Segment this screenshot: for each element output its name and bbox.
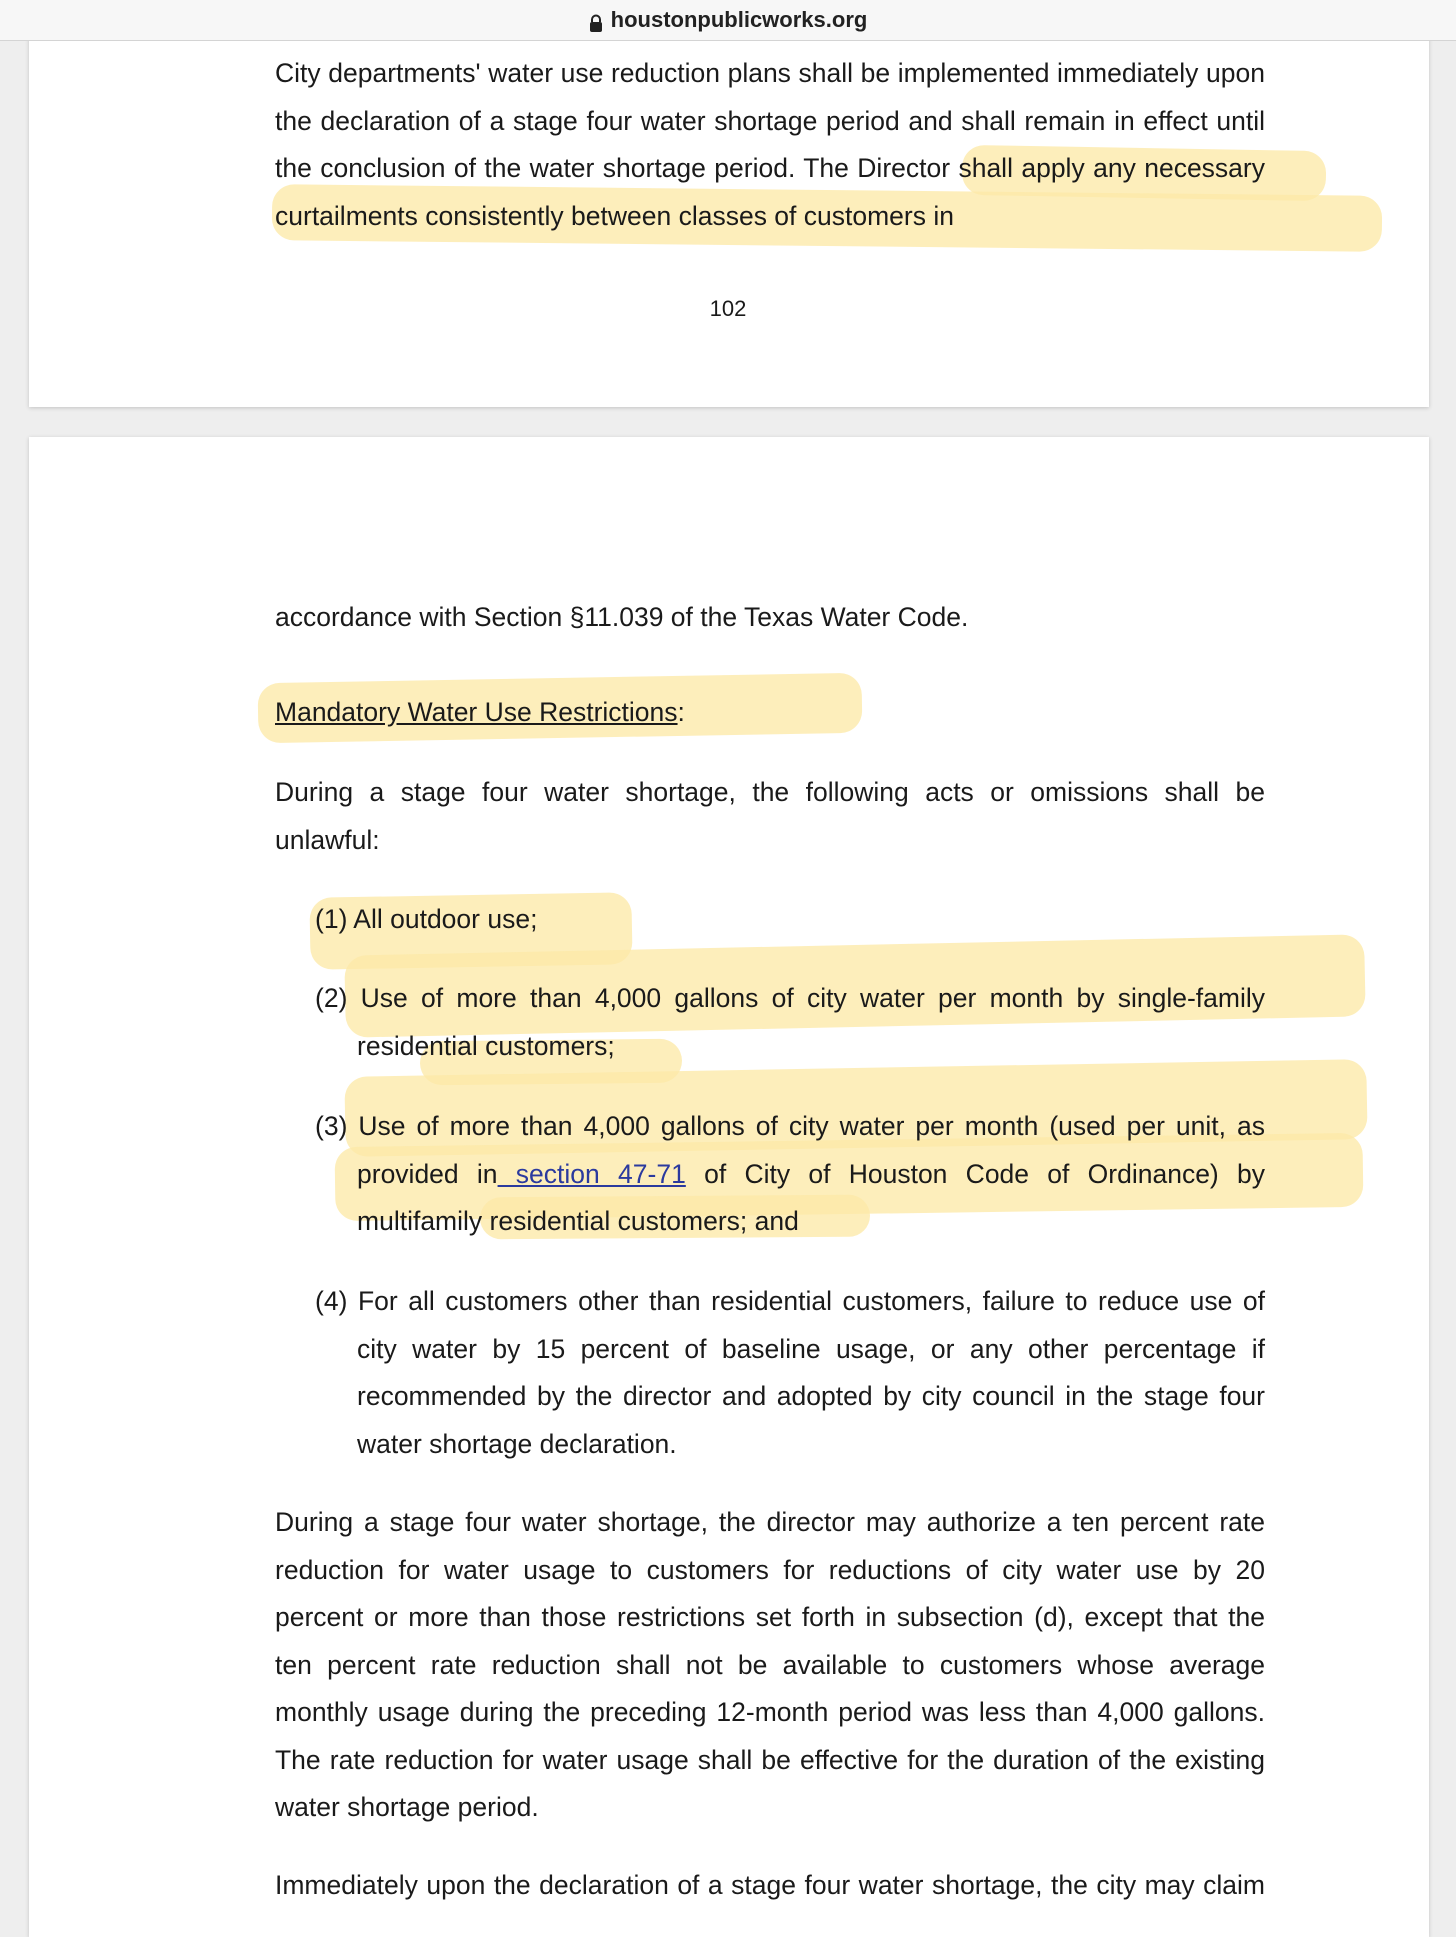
heading-text: Mandatory Water Use Restrictions (275, 697, 678, 727)
continuation-paragraph: accordance with Section §11.039 of the Texas Water Code. (275, 602, 969, 632)
list-item-3 (315, 1103, 1266, 1246)
list-item-1: (1) All outdoor use; (315, 904, 538, 934)
page-number: 102 (709, 296, 747, 321)
browser-address-bar[interactable] (0, 0, 1456, 41)
url-text: houstonpublicworks.org (610, 7, 868, 32)
body-paragraph-3: Immediately upon the declaration of a stage four water shortage, the city may claim (275, 1870, 1265, 1900)
list-item-3-text-end: of City of Houston Code of Ordinance) by multifamily residential customers; and (357, 1158, 1266, 1236)
lock-icon (589, 12, 603, 30)
section-47-71-link[interactable]: section 47-71 (497, 1158, 686, 1189)
list-item-2: (2) Use of more than 4,000 gallons of city water per month by single-family residential customers; (315, 983, 1265, 1061)
heading-colon: : (677, 697, 685, 727)
body-paragraph: City departments' water use reduction plans shall be implemented immediately upon the declaration of a stage four water shortage period and shall remain in effect until the conclusion of the water shortage period. The Director shall apply any necessary curtailments consistently between classes of customers in (275, 58, 1265, 231)
list-item-4: (4) For all customers other than residential customers, failure to reduce use of city water by 15 percent of baseline usage, or any other percentage if recommended by the director and adopted by city council in the stage four water shortage declaration. (315, 1286, 1265, 1459)
body-paragraph-2: During a stage four water shortage, the director may authorize a ten percent rate reduction for water usage to customers for reductions of city water use by 20 percent or more than those restrictions set forth in subsection (d), except that the ten percent rate reduction shall not be available to customers whose average monthly usage during the preceding 12-month period was less than 4,000 gallons. The rate reduction for water usage shall be effective for the duration of the existing water shortage period. (275, 1507, 1265, 1822)
intro-paragraph: During a stage four water shortage, the following acts or omissions shall be unlawful: (275, 777, 1265, 855)
section-heading (275, 689, 1265, 737)
list-item-3-text: (3) Use of more than 4,000 gallons of city water per month (used per unit, as provided in (315, 1111, 1265, 1189)
